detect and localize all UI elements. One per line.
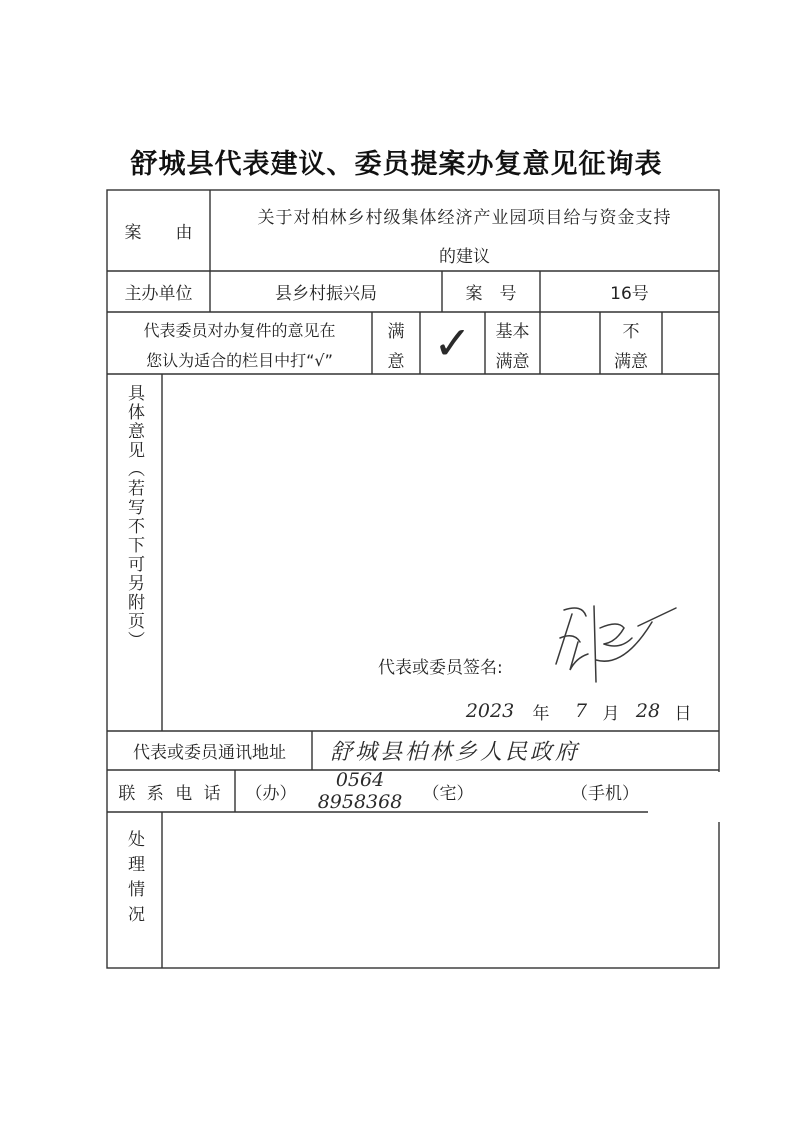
detail-label: 具体意见（若写不下可另附页） — [124, 384, 144, 650]
case-number-label: 案 号 — [465, 284, 517, 304]
opinion-instruction-line1: 代表委员对办复件的意见在 — [143, 320, 336, 340]
basic-satisfied-label-1: 基本 — [495, 321, 530, 342]
satisfied-label-1: 满 — [387, 321, 405, 342]
phone-office-prefix: （办） — [245, 783, 297, 804]
phone-home-label: （宅） — [422, 783, 474, 804]
case-number-value: 16号 — [610, 284, 649, 304]
date-month: 7 — [574, 700, 588, 722]
case-reason-line1: 关于对柏林乡村级集体经济产业园项目给与资金支持 — [257, 207, 672, 228]
not-satisfied-checkbox[interactable] — [662, 312, 719, 374]
address-value: 舒城县柏林乡人民政府 — [330, 740, 581, 765]
opinion-instruction-line2: 您认为适合的栏目中打“√” — [146, 350, 333, 370]
unit-label: 主办单位 — [124, 284, 193, 304]
not-satisfied-label-1: 不 — [622, 321, 640, 342]
handling-area[interactable] — [162, 812, 719, 968]
date-day: 28 — [635, 700, 661, 722]
unit-value: 县乡村振兴局 — [275, 284, 377, 304]
not-satisfied-label-2: 满意 — [614, 351, 648, 372]
signature-label: 代表或委员签名: — [378, 657, 503, 678]
date-day-unit: 日 — [674, 703, 692, 724]
date-year: 2023 — [465, 700, 515, 722]
basic-satisfied-checkbox[interactable] — [540, 312, 600, 374]
phone-mobile-label: （手机） — [571, 783, 639, 804]
phone-office-number: 0564 8958368 — [317, 769, 403, 813]
date-month-unit: 月 — [602, 703, 620, 724]
date-year-unit: 年 — [532, 703, 550, 724]
signature-image — [534, 598, 684, 698]
case-reason-label: 案 由 — [124, 223, 193, 243]
handling-label: 处理情况 — [124, 830, 144, 930]
address-label: 代表或委员通讯地址 — [133, 743, 286, 763]
phone-label: 联 系 电 话 — [118, 783, 224, 804]
form-title: 舒城县代表建议、委员提案办复意见征询表 — [130, 149, 663, 180]
case-reason-line2: 的建议 — [439, 246, 490, 267]
satisfied-label-2: 意 — [387, 351, 405, 372]
detail-label-cell — [107, 384, 162, 724]
handling-label-cell — [107, 830, 162, 950]
basic-satisfied-label-2: 满意 — [495, 351, 530, 372]
satisfied-checkmark: ✓ — [433, 316, 472, 370]
